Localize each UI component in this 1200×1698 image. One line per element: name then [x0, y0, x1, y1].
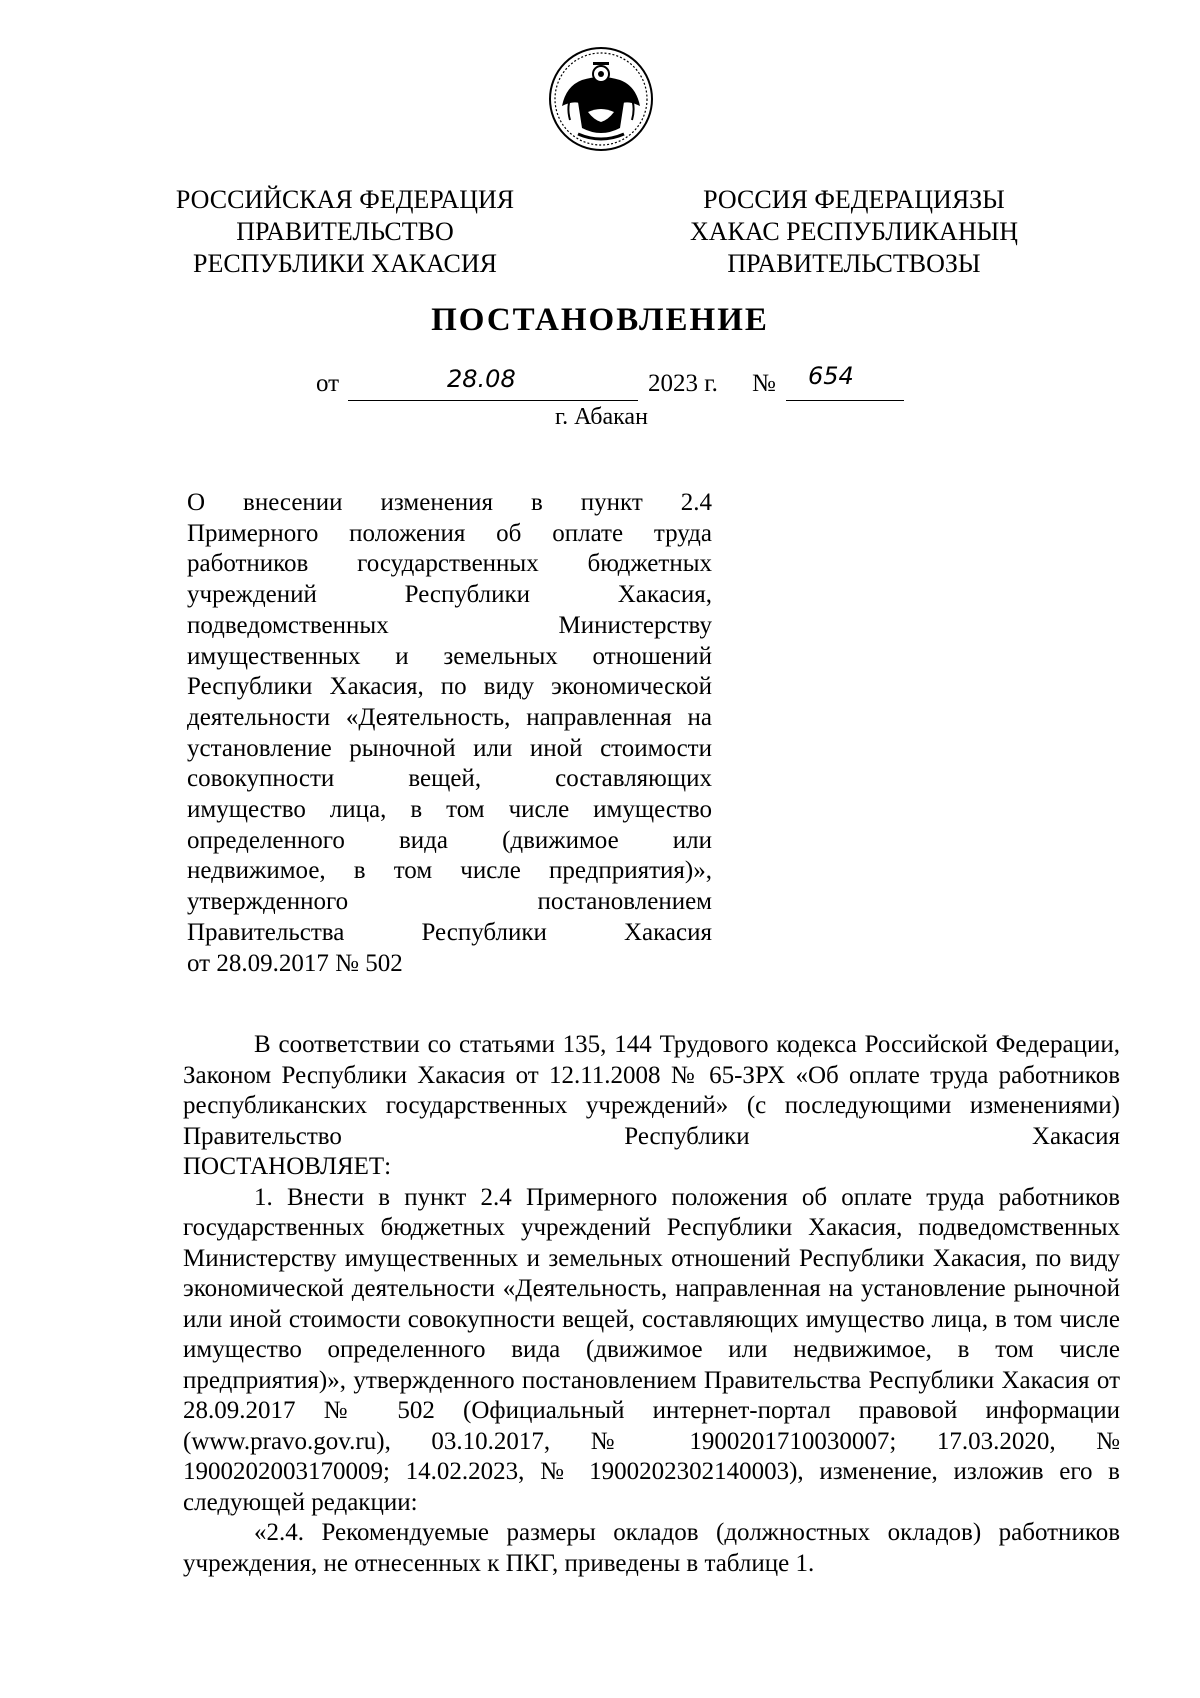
city: г. Абакан — [555, 404, 648, 430]
subject-line: учреждений Республики Хакасия, — [187, 581, 712, 609]
subject-line: от 28.09.2017 № 502 — [187, 949, 403, 977]
coat-of-arms-icon — [548, 46, 654, 152]
subject-line: работников государственных бюджетных — [187, 550, 712, 578]
subject-block — [187, 488, 712, 979]
preamble-paragraph: В соответствии со статьями 135, 144 Трудового кодекса Российской Федерации, Законом Республики Хакасия от 12.11.2008 № 65-ЗРХ «Об оплате труда работников республиканских государственных учреждений» (с последующими изменениями) Правительство Республики Хакасия — [183, 1031, 1120, 1150]
header-right — [664, 184, 1044, 280]
number-underline — [786, 400, 904, 401]
subject-line: совокупности вещей, составляющих — [187, 765, 712, 793]
header-right-line-3: ПРАВИТЕЛЬСТВОЗЫ — [727, 249, 981, 278]
item-1-quote-paragraph: «2.4. Рекомендуемые размеры окладов (должностных окладов) работников учреждения, не отнесенных к ПКГ, приведены в таблице 1. — [183, 1519, 1120, 1577]
subject-line: деятельности «Деятельность, направленная на — [187, 703, 712, 731]
date-handwritten: 28.08 — [447, 365, 516, 393]
subject-line: определенного вида (движимое или — [187, 826, 712, 854]
subject-line: недвижимое, в том числе предприятия)», — [187, 857, 712, 885]
header-left-line-2: ПРАВИТЕЛЬСТВО — [236, 217, 454, 246]
date-prefix: от — [316, 370, 340, 397]
subject-line: О внесении изменения в пункт 2.4 — [187, 489, 712, 516]
resolves-paragraph: ПОСТАНОВЛЯЕТ: — [183, 1153, 392, 1180]
header-left-line-1: РОССИЙСКАЯ ФЕДЕРАЦИЯ — [175, 185, 515, 214]
subject-line: Республики Хакасия, по виду экономической — [187, 673, 712, 701]
date-underline — [348, 400, 638, 401]
header-left — [160, 184, 530, 280]
year-label: 2023 г. — [648, 370, 718, 397]
subject-line: имущество лица, в том числе имущество — [187, 796, 712, 824]
document-title: ПОСТАНОВЛЕНИЕ — [431, 302, 769, 338]
body-text — [183, 1030, 1120, 1579]
subject-line: Примерного положения об оплате труда — [187, 519, 712, 547]
subject-line: подведомственных Министерству — [187, 611, 712, 639]
header-right-line-1: РОССИЯ ФЕДЕРАЦИЯЗЫ — [703, 185, 1005, 214]
number-sign: № — [752, 370, 776, 397]
number-handwritten: 654 — [808, 362, 854, 390]
subject-line: имущественных и земельных отношений — [187, 642, 712, 670]
subject-line: утвержденного постановлением — [187, 888, 712, 916]
subject-line: Правительства Республики Хакасия — [187, 918, 712, 946]
item-1-paragraph: 1. Внести в пункт 2.4 Примерного положения об оплате труда работников государственных бюджетных учреждений Республики Хакасия, подведомственных Министерству имущественных и земельных отношений Республики Хакасия, по виду экономической деятельности «Деятельность, направленная на установление рыночной или иной стоимости совокупности вещей, составляющих имущество лица, в том числе имущество определенного вида (движимое или недвижимое, в том числе предприятия)», утвержденного постановлением Правительства Республики Хакасия от 28.09.2017 № 502 (Официальный интернет-портал правовой информации (www.pravo.gov.ru), 03.10.2017, № 1900201710030007; 17.03.2020, № 1900202003170009; 14.02.2023, № 1900202302140003), изменение, изложив его в следующей редакции: — [183, 1183, 1120, 1516]
header-left-line-3: РЕСПУБЛИКИ ХАКАСИЯ — [192, 249, 497, 278]
header-right-line-2: ХАКАС РЕСПУБЛИКАНЫҢ — [689, 217, 1019, 246]
subject-line: установление рыночной или иной стоимости — [187, 734, 712, 762]
